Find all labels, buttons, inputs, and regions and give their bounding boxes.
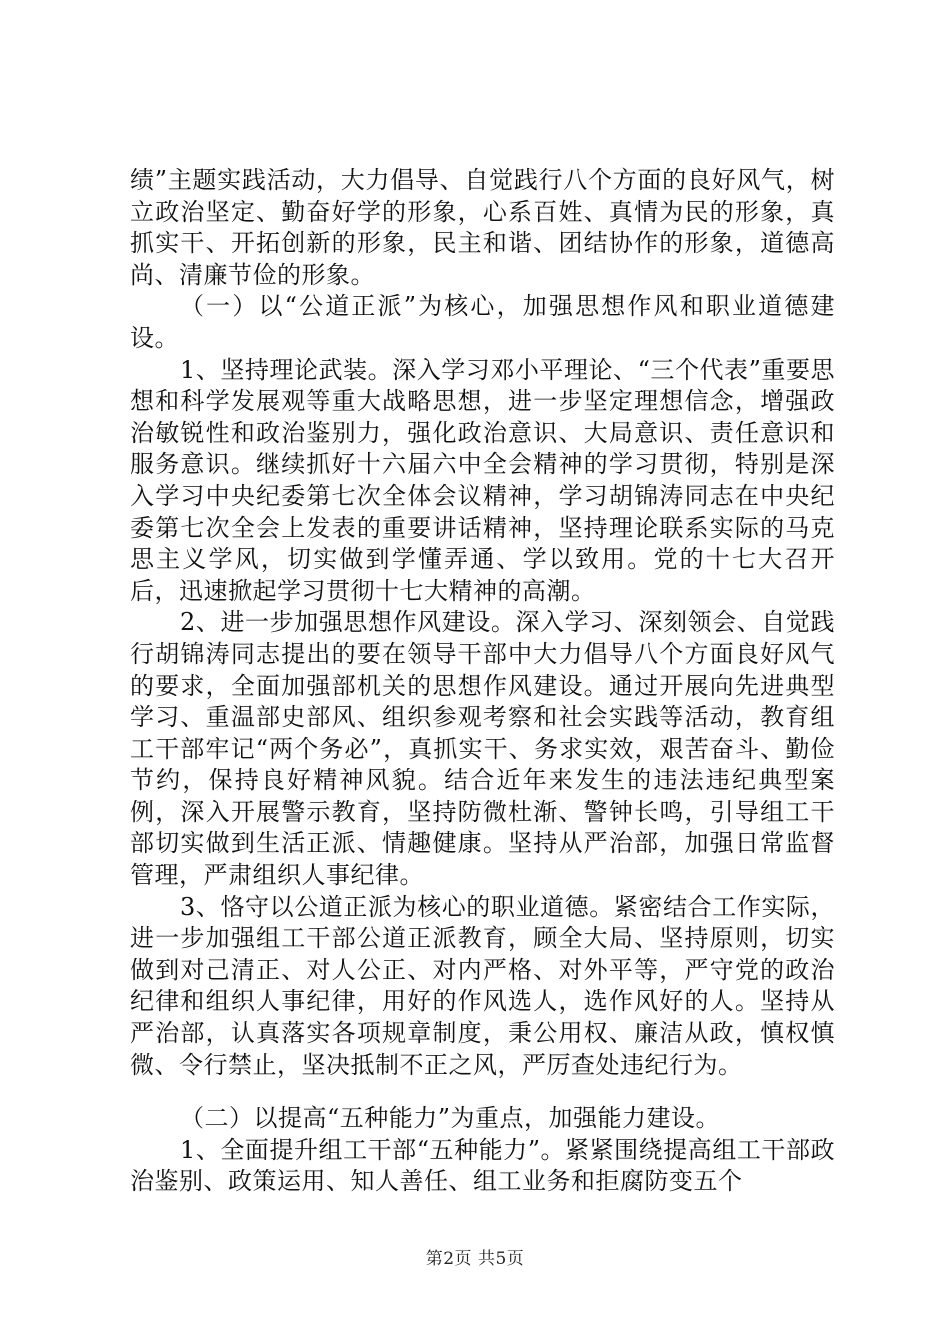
- paragraph-continuation: 绩”主题实践活动，大力倡导、自觉践行八个方面的良好风气，树立政治坚定、勤奋好学的形象，心系百姓、真情为民的形象，真抓实干、开拓创新的形象，民主和谐、团结协作的形象，道德高尚、清廉节俭的形象。: [130, 166, 835, 289]
- section-heading-2: （二）以提高“五种能力”为重点，加强能力建设。: [180, 1104, 721, 1133]
- paragraph-item-2: 2、进一步加强思想作风建设。深入学习、深刻领会、自觉践行胡锦涛同志提出的要在领导干部中大力倡导八个方面良好风气的要求，全面加强部机关的思想作风建设。通过开展向先进典型学习、重温部史部风、组织参观考察和社会实践等活动，教育组工干部牢记“两个务必”，真抓实干、务求实效，艰苦奋斗、勤俭节约，保持良好精神风貌。结合近年来发生的违法违纪典型案例，深入开展警示教育，坚持防微杜渐、警钟长鸣，引导组工干部切实做到生活正派、情趣健康。坚持从严治部，加强日常监督管理，严肃组织人事纪律。: [130, 608, 835, 890]
- paragraph-item-3: 3、恪守以公道正派为核心的职业道德。紧密结合工作实际，进一步加强组工干部公道正派教育，顾全大局、坚持原则，切实做到对己清正、对人公正、对内严格、对外平等，严守党的政治纪律和组织人事纪律，用好的作风选人，选作风好的人。坚持从严治部，认真落实各项规章制度，秉公用权、廉洁从政，慎权慎微、令行禁止，坚决抵制不正之风，严厉查处违纪行为。: [130, 892, 835, 1079]
- paragraph-spacer: [130, 1081, 835, 1103]
- paragraph-item-4: 1、全面提升组工干部“五种能力”。紧紧围绕提高组工干部政治鉴别、政策运用、知人善任、组工业务和拒腐防变五个: [130, 1135, 835, 1196]
- section-heading-1: （一）以“公道正派”为核心，加强思想作风和职业道德建设。: [130, 292, 835, 352]
- page-number-footer: 第2页 共5页: [425, 1249, 525, 1269]
- paragraph-item-1: 1、坚持理论武装。深入学习邓小平理论、“三个代表”重要思想和科学发展观等重大战略思想，进一步坚定理想信念，增强政治敏锐性和政治鉴别力，强化政治意识、大局意识、责任意识和服务意识。继续抓好十六届六中全会精神的学习贯彻，特别是深入学习中央纪委第七次全体会议精神，学习胡锦涛同志在中央纪委第七次全会上发表的重要讲话精神，坚持理论联系实际的马克思主义学风，切实做到学懂弄通、学以致用。党的十七大召开后，迅速掀起学习贯彻十七大精神的高潮。: [130, 355, 835, 605]
- document-body: [130, 165, 835, 1198]
